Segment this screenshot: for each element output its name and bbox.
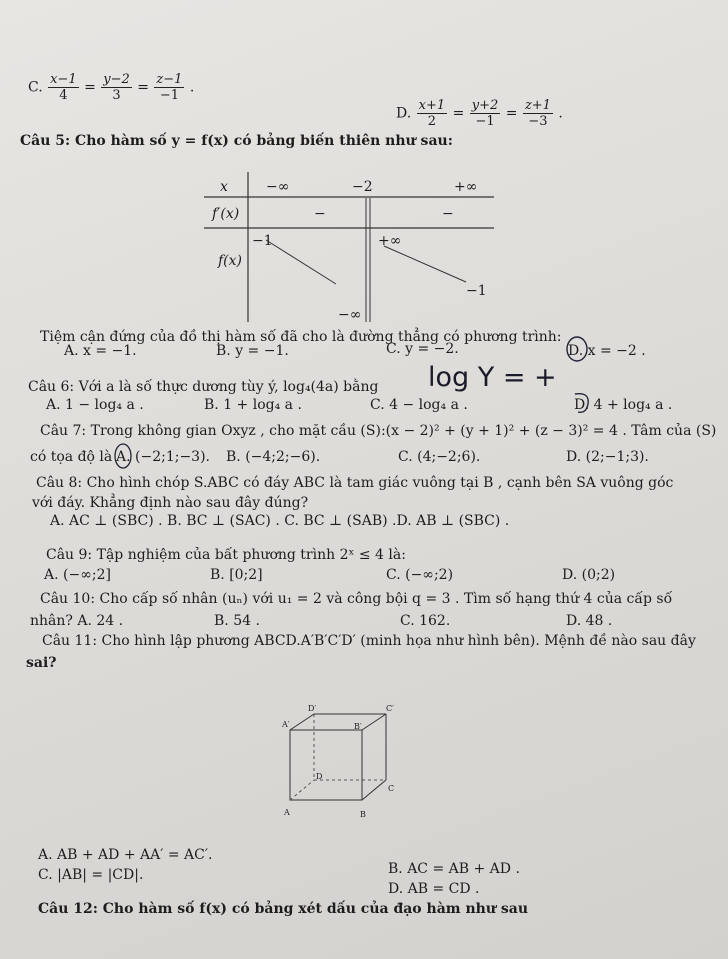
f-val: −∞	[338, 307, 362, 323]
fp-sign: −	[442, 206, 454, 222]
q11-stem: Câu 11: Cho hình lập phương ABCD.A′B′C′D′ (minh họa như hình bên). Mệnh đề nào sau đây	[42, 633, 696, 649]
vertex-label: B′	[354, 722, 362, 731]
vertex-label: B	[360, 810, 366, 819]
f-val: −1	[252, 233, 273, 249]
q8-stem2: với đáy. Khẳng định nào sau đây đúng?	[32, 495, 309, 511]
vertex-label: D	[316, 772, 323, 781]
vertex-label: C′	[386, 704, 394, 713]
fp-sign: −	[314, 206, 326, 222]
q9-stem: Câu 9: Tập nghiệm của bất phương trình 2ˣ ≤ 4 là:	[46, 547, 406, 563]
fraction: $\frac{y+2}{-1}$	[471, 98, 499, 129]
q7-option-c: C. (4;−2;6).	[398, 449, 481, 465]
q11-stem2: sai?	[26, 655, 57, 671]
q7-option-a: A. (−2;1;−3).	[116, 449, 211, 465]
q5-stem: Câu 5: Cho hàm số y = f(x) có bảng biến thiên như sau:	[20, 133, 453, 149]
answer-circle-q5	[566, 336, 590, 362]
q10-stem2: nhân? A. 24 .	[30, 613, 124, 629]
q7-option-d: D. (2;−1;3).	[566, 449, 649, 465]
variation-table	[204, 172, 494, 324]
row-x-label: x	[220, 179, 228, 195]
q7-stem2: có tọa độ là	[30, 449, 113, 465]
q9-option-c: C. (−∞;2)	[386, 567, 454, 583]
q9-option-b: B. [0;2]	[210, 567, 263, 583]
q5-option-a: A. x = −1.	[64, 343, 137, 359]
x-val: +∞	[454, 179, 478, 195]
q11-option-a: A. AB + AD + AA′ = AC′.	[38, 847, 213, 863]
f-val: +∞	[378, 233, 402, 249]
q11-option-c: C. |AB| = |CD|.	[38, 867, 144, 883]
q5-option-b: B. y = −1.	[216, 343, 289, 359]
q7-option-b: B. (−4;2;−6).	[226, 449, 321, 465]
q12-stem: Câu 12: Cho hàm số f(x) có bảng xét dấu của đạo hàm như sau	[38, 901, 528, 917]
f-val: −1	[466, 283, 487, 299]
vertex-label: D′	[308, 704, 317, 713]
q10-option-d: D. 48 .	[566, 613, 613, 629]
x-val: −2	[352, 179, 373, 195]
q6-option-c: C. 4 − log₄ a .	[370, 397, 468, 413]
q8-options: A. AC ⊥ (SBC) . B. BC ⊥ (SAC) . C. BC ⊥ (SAB) .D. AB ⊥ (SBC) .	[50, 513, 510, 529]
q9-option-d: D. (0;2)	[562, 567, 616, 583]
row-f-label: f(x)	[218, 253, 243, 269]
q6-option-b: B. 1 + log₄ a .	[204, 397, 302, 413]
q5-option-d: D. x = −2 .	[568, 343, 646, 359]
cube-figure	[276, 700, 406, 820]
q6-option-d: D. 4 + log₄ a .	[574, 397, 673, 413]
x-val: −∞	[266, 179, 290, 195]
q11-option-b: B. AC = AB + AD .	[388, 861, 520, 877]
prev-option-d: D. $\frac{x+1}{2}$ = $\frac{y+2}{-1}$ = $\frac{z+1}{-3}$ .	[396, 98, 563, 129]
q11-option-d: D. AB = CD .	[388, 881, 480, 897]
q5-question: Tiệm cận đứng của đồ thị hàm số đã cho là đường thẳng có phương trình:	[40, 329, 562, 345]
fraction: $\frac{x+1}{2}$	[418, 98, 446, 129]
cube-drawing	[276, 700, 406, 820]
q6-option-a: A. 1 − log₄ a .	[46, 397, 144, 413]
fraction: $\frac{x-1}{4}$	[50, 72, 77, 103]
table-lines	[204, 172, 494, 324]
row-fp-label: f′(x)	[212, 206, 240, 222]
q7-stem: Câu 7: Trong không gian Oxyz , cho mặt cầu (S):(x − 2)² + (y + 1)² + (z − 3)² = 4 . Tâm của (S)	[40, 423, 717, 439]
q5-option-c: C. y = −2.	[386, 341, 459, 357]
vertex-label: C	[388, 784, 395, 793]
fraction: $\frac{z-1}{-1}$	[156, 72, 183, 103]
vertex-label: A	[284, 808, 290, 817]
answer-circle-q7	[114, 442, 134, 470]
fraction: $\frac{z+1}{-3}$	[524, 98, 551, 129]
q8-stem: Câu 8: Cho hình chóp S.ABC có đáy ABC là tam giác vuông tại B , cạnh bên SA vuông góc	[36, 475, 674, 491]
handwritten-note: log Y = +	[428, 362, 557, 393]
q10-option-c: C. 162.	[400, 613, 451, 629]
q10-option-b: B. 54 .	[214, 613, 260, 629]
prev-option-c: C. $\frac{x-1}{4}$ = $\frac{y-2}{3}$ = $\frac{z-1}{-1}$ .	[28, 72, 195, 103]
q9-option-a: A. (−∞;2]	[44, 567, 111, 583]
vertex-label: A′	[282, 720, 290, 729]
option-label: C.	[28, 79, 43, 96]
q10-stem: Câu 10: Cho cấp số nhân (uₙ) với u₁ = 2 và công bội q = 3 . Tìm số hạng thứ 4 của cấp số	[40, 591, 673, 607]
answer-mark-q6	[572, 390, 594, 416]
q6-stem: Câu 6: Với a là số thực dương tùy ý, log₄(4a) bằng	[28, 379, 379, 395]
option-label: D.	[396, 105, 412, 122]
fraction: $\frac{y-2}{3}$	[103, 72, 130, 103]
